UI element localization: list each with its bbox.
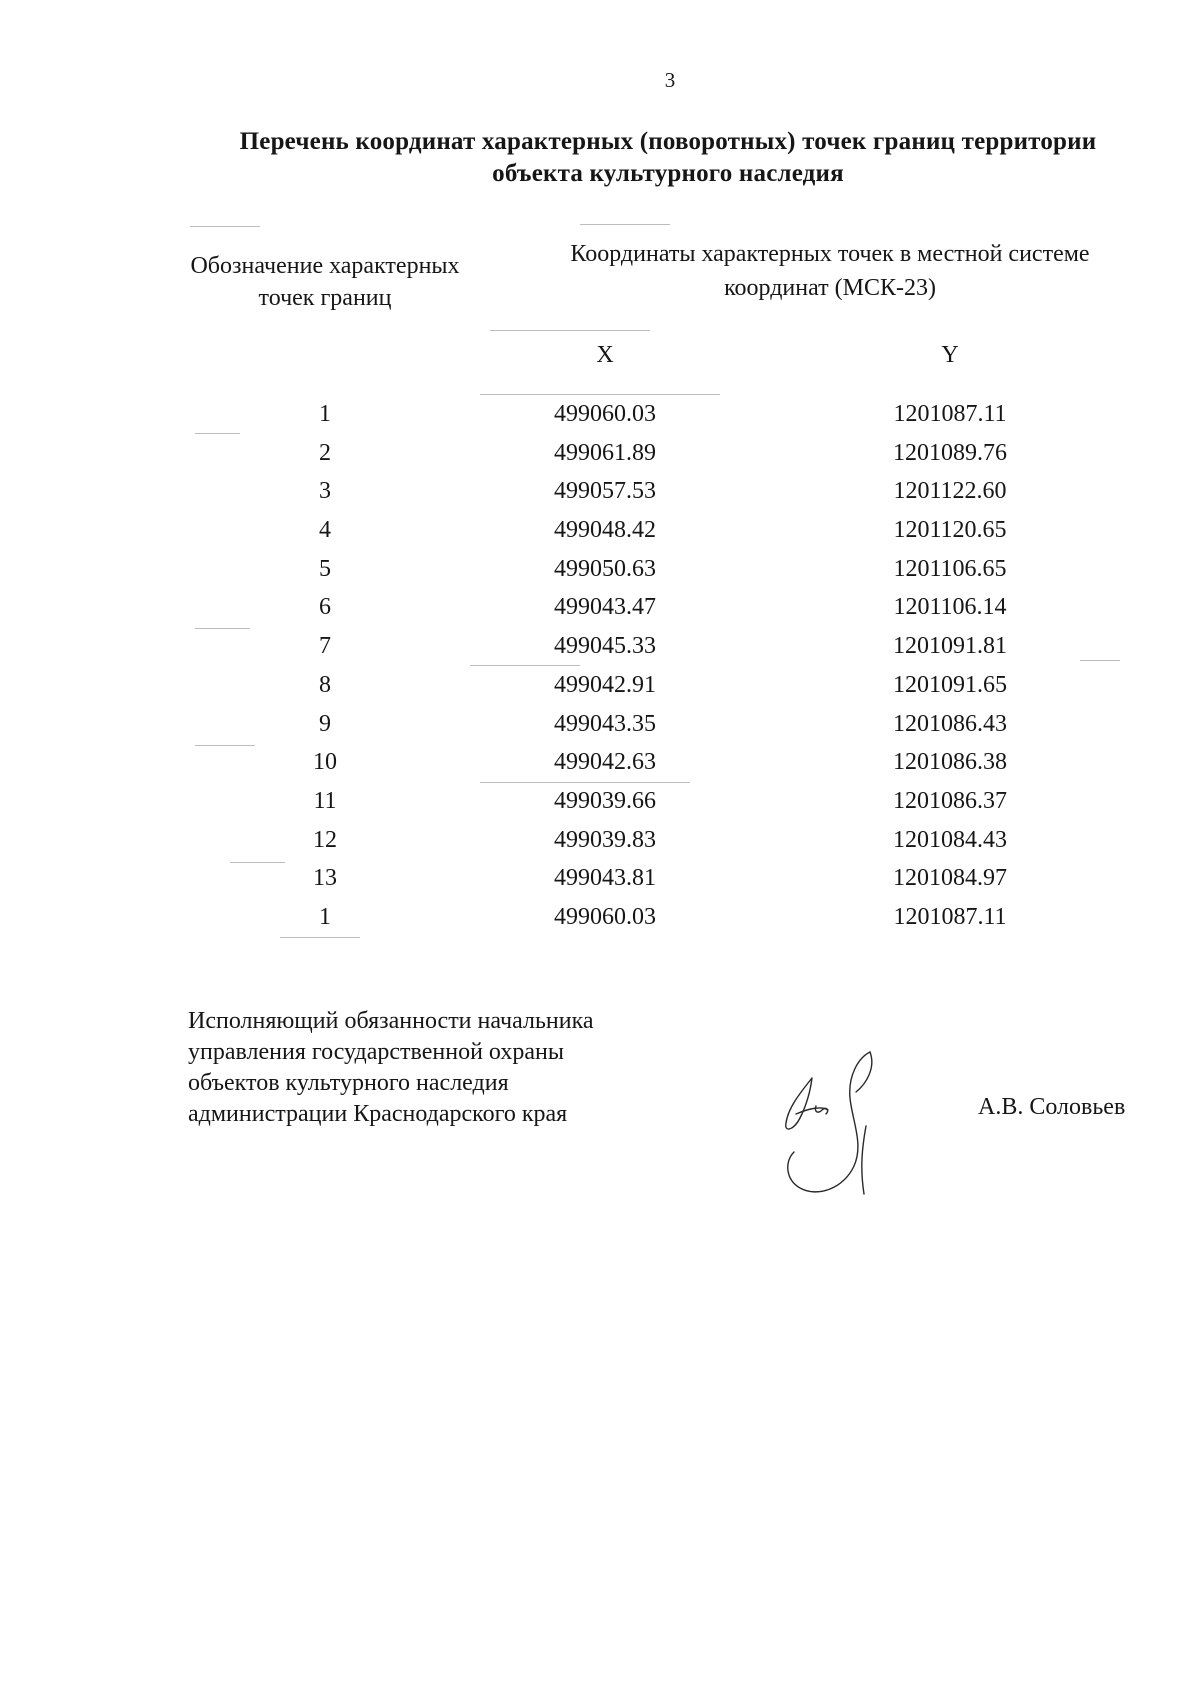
table-row	[0, 588, 1200, 627]
x-coordinate-cell: 499043.81	[554, 865, 656, 892]
y-coordinate-cell: 1201084.97	[893, 865, 1007, 892]
y-coordinate-cell: 1201084.43	[893, 826, 1007, 853]
y-coordinate-cell: 1201086.43	[893, 710, 1007, 737]
point-number-cell: 4	[319, 517, 331, 544]
y-coordinate-cell: 1201106.14	[893, 594, 1007, 621]
faint-rule	[490, 330, 650, 331]
faint-rule	[480, 394, 720, 395]
table-header-point-designation: Обозначение характерных точек границ	[190, 253, 460, 311]
x-coordinate-cell: 499043.47	[554, 594, 656, 621]
table-row	[0, 395, 1200, 434]
x-coordinate-cell: 499039.66	[554, 787, 656, 814]
point-number-cell: 8	[319, 671, 331, 698]
faint-rule	[195, 628, 250, 629]
table-row	[0, 550, 1200, 589]
x-coordinate-cell: 499057.53	[554, 478, 656, 505]
faint-rule	[480, 782, 690, 783]
x-coordinate-cell: 499043.35	[554, 710, 656, 737]
y-coordinate-cell: 1201087.11	[893, 903, 1007, 930]
y-coordinate-cell: 1201089.76	[893, 439, 1007, 466]
table-header-coordinates-line-2: координат (МСК-23)	[724, 275, 936, 301]
x-coordinate-cell: 499048.42	[554, 517, 656, 544]
point-number-cell: 13	[313, 865, 337, 892]
x-coordinate-cell: 499060.03	[554, 903, 656, 930]
x-coordinate-cell: 499050.63	[554, 555, 656, 582]
table-row	[0, 898, 1200, 937]
point-number-cell: 9	[319, 710, 331, 737]
y-coordinate-cell: 1201091.81	[893, 633, 1007, 660]
point-number-cell: 3	[319, 478, 331, 505]
signer-name: А.В. Соловьев	[978, 1094, 1126, 1120]
signatory-position	[188, 1006, 594, 1130]
y-coordinate-cell: 1201091.65	[893, 671, 1007, 698]
table-header-x: X	[596, 342, 614, 368]
table-row	[0, 511, 1200, 550]
faint-rule	[580, 224, 670, 225]
point-number-cell: 11	[313, 787, 337, 814]
signatory-line-1: Исполняющий обязанности начальника	[188, 1008, 594, 1034]
faint-rule	[1080, 660, 1120, 661]
point-number-cell: 5	[319, 555, 331, 582]
table-row	[0, 821, 1200, 860]
faint-rule	[470, 665, 580, 666]
table-row	[0, 743, 1200, 782]
table-row	[0, 705, 1200, 744]
y-coordinate-cell: 1201122.60	[893, 478, 1007, 505]
table-body	[0, 395, 1200, 937]
x-coordinate-cell: 499060.03	[554, 401, 656, 427]
document-title-line-2: объекта культурного наследия	[492, 160, 844, 187]
table-row	[0, 666, 1200, 705]
table-row	[0, 472, 1200, 511]
faint-rule	[195, 433, 240, 434]
point-number-cell: 10	[313, 749, 337, 776]
point-number-cell: 6	[319, 594, 331, 621]
point-number-cell: 2	[319, 439, 331, 466]
table-header-y: Y	[941, 342, 959, 368]
handwritten-signature	[770, 1048, 900, 1208]
signatory-line-3: объектов культурного наследия	[188, 1070, 509, 1096]
table-row	[0, 434, 1200, 473]
y-coordinate-cell: 1201106.65	[893, 555, 1007, 582]
x-coordinate-cell: 499039.83	[554, 826, 656, 853]
faint-rule	[230, 862, 285, 863]
y-coordinate-cell: 1201120.65	[893, 517, 1007, 544]
point-number-cell: 7	[319, 633, 331, 660]
point-number-cell: 12	[313, 826, 337, 853]
table-row	[0, 859, 1200, 898]
table-row	[0, 782, 1200, 821]
x-coordinate-cell: 499042.91	[554, 671, 656, 698]
table-header-coordinates	[470, 237, 1190, 305]
table-header-coordinates-line-1: Координаты характерных точек в местной системе	[570, 241, 1090, 267]
point-number-cell: 1	[319, 903, 331, 930]
document-title	[188, 126, 1148, 190]
faint-rule	[280, 937, 360, 938]
table-row	[0, 627, 1200, 666]
signatory-line-2: управления государственной охраны	[188, 1039, 564, 1065]
faint-rule	[195, 745, 255, 746]
faint-rule	[190, 226, 260, 227]
point-number-cell: 1	[319, 401, 331, 427]
document-title-line-1: Перечень координат характерных (поворотных) точек границ территории	[239, 128, 1097, 155]
y-coordinate-cell: 1201086.37	[893, 787, 1007, 814]
y-coordinate-cell: 1201087.11	[893, 401, 1007, 427]
x-coordinate-cell: 499061.89	[554, 439, 656, 466]
y-coordinate-cell: 1201086.38	[893, 749, 1007, 776]
signatory-line-4: администрации Краснодарского края	[188, 1101, 568, 1127]
x-coordinate-cell: 499042.63	[554, 749, 656, 776]
page-number: 3	[664, 68, 676, 92]
x-coordinate-cell: 499045.33	[554, 633, 656, 660]
